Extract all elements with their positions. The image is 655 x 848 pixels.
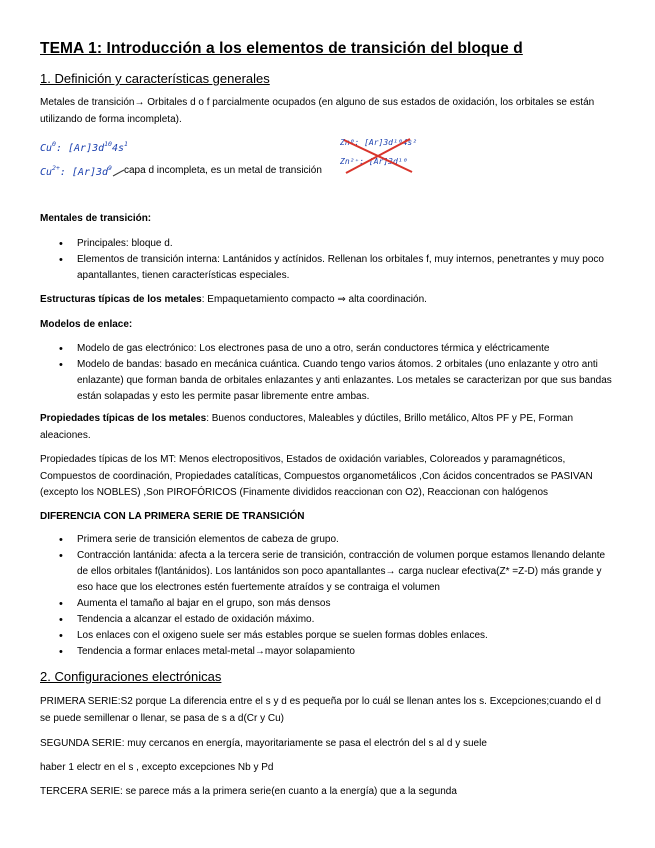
list-item: • Contracción lantánida: afecta a la tercera serie de transición, contracción de volumen porque estamos llenando delante de ellos orbitales f(lantánidos). Los lantánidos son poco apantallantes→ carga nuclear efectiva(Z* =Z-D) más grande y eso hace que los electrones estén fuertemente atraídos y se contraiga el volumen [40, 548, 612, 596]
propiedades-mt-paragraph: Propiedades típicas de los MT: Menos electropositivos, Estados de oxidación variables, Coloreados y paramagnéticos, Compuestos de coordinación, Propiedades catalíticas, Compuestos organometálicos ,Con ácidos concentrados se PASIVAN (excepto los NOBLES) ,Son PIROFÓRICOS (Finamente divididos reaccionan con O2), Reaccionan con halógenos [40, 454, 593, 498]
list-item: • Tendencia a formar enlaces metal-metal→mayor solapamiento [40, 644, 612, 660]
intro-paragraph: Metales de transición→ Orbitales d o f parcialmente ocupados (en alguno de sus estados de oxidación, los orbitales se están utilizando de forma incompleta). [40, 97, 595, 125]
propiedades-paragraph [40, 411, 612, 444]
propiedades-label: Propiedades típicas de los metales [40, 413, 207, 424]
list-item: • Modelo de gas electrónico: Los electrones pasa de uno a otro, serán conductores térmica y eléctricamente [40, 341, 612, 357]
estructuras-paragraph [40, 292, 612, 309]
segunda-serie-paragraph: SEGUNDA SERIE: muy cercanos en energía, mayoritariamente se pasa el electrón del s al d y suele [40, 738, 487, 749]
propiedades-text: : Buenos conductores, Maleables y dúctiles, Brillo metálico, Altos PF y PE, Forman aleaciones. [40, 413, 574, 441]
mentales-list [40, 236, 612, 284]
modelos-heading: Modelos de enlace: [40, 319, 133, 330]
haber-paragraph: haber 1 electr en el s , excepto excepciones Nb y Pd [40, 762, 274, 773]
list-item: • Modelo de bandas: basado en mecánica cuántica. Cuando tengo varios átomos. 2 orbitales (uno enlazante y otro anti enlazante) que forman banda de orbitales enlazantes y anti enlazantes. Los metales se caracterizan por que sus bandas están solapadas y esto les permite pasar libremente entre ambas. [40, 357, 612, 405]
estructuras-label: Estructuras típicas de los metales [40, 294, 202, 305]
page-title: TEMA 1: Introducción a los elementos de transición del bloque d [40, 40, 523, 57]
red-cross-icon [338, 136, 420, 176]
list-item: • Elementos de transición interna: Lantánidos y actínidos. Rellenan los orbitales f, muy internos, penetrantes y muy poco apantallantes, tienen características especiales. [40, 252, 612, 284]
diferencia-heading: DIFERENCIA CON LA PRIMERA SERIE DE TRANSICIÓN [40, 511, 305, 522]
mentales-heading: Mentales de transición: [40, 213, 152, 224]
handwritten-zn0-config: Zn⁰: [Ar]3d¹⁰4s² [340, 138, 418, 147]
section-1-heading: 1. Definición y características generales [40, 71, 270, 86]
estructuras-text: : Empaquetamiento compacto ⇒ alta coordinación. [201, 294, 427, 305]
list-item: • Los enlaces con el oxigeno suele ser más estables porque se suelen formas dobles enlaces. [40, 628, 612, 644]
handwritten-cu2-config: $Cu^{2+}$: $[Ar]3d^9$ [40, 164, 112, 178]
list-item: • Aumenta el tamaño al bajar en el grupo, son más densos [40, 596, 612, 612]
crossed-out-zn-note [338, 136, 420, 176]
section-2-heading: 2. Configuraciones electrónicas [40, 669, 222, 684]
diferencia-list [40, 532, 612, 660]
tercera-serie-paragraph: TERCERA SERIE: se parece más a la primera serie(en cuanto a la energía) que a la segunda [40, 786, 457, 797]
list-item: • Principales: bloque d. [40, 236, 612, 252]
modelos-list [40, 341, 612, 405]
handwritten-zn2-config: Zn²⁺: [Ar]3d¹⁰ [340, 157, 408, 166]
list-item: • Tendencia a alcanzar el estado de oxidación máximo. [40, 612, 612, 628]
list-item: • Primera serie de transición elementos de cabeza de grupo. [40, 532, 612, 548]
handwritten-cu0-config: Cu$^0$: $[Ar]3d^{10}4s^1$ [40, 140, 128, 154]
primera-serie-paragraph: PRIMERA SERIE:S2 porque La diferencia entre el s y d es pequeña por lo cuál se llenan antes los s. Excepciones;cuando el d se puede semillenar o llenar, se pasa de s a d(Cr y Cu) [40, 696, 601, 724]
cap-d-note: capa d incompleta, es un metal de transición [124, 165, 322, 176]
